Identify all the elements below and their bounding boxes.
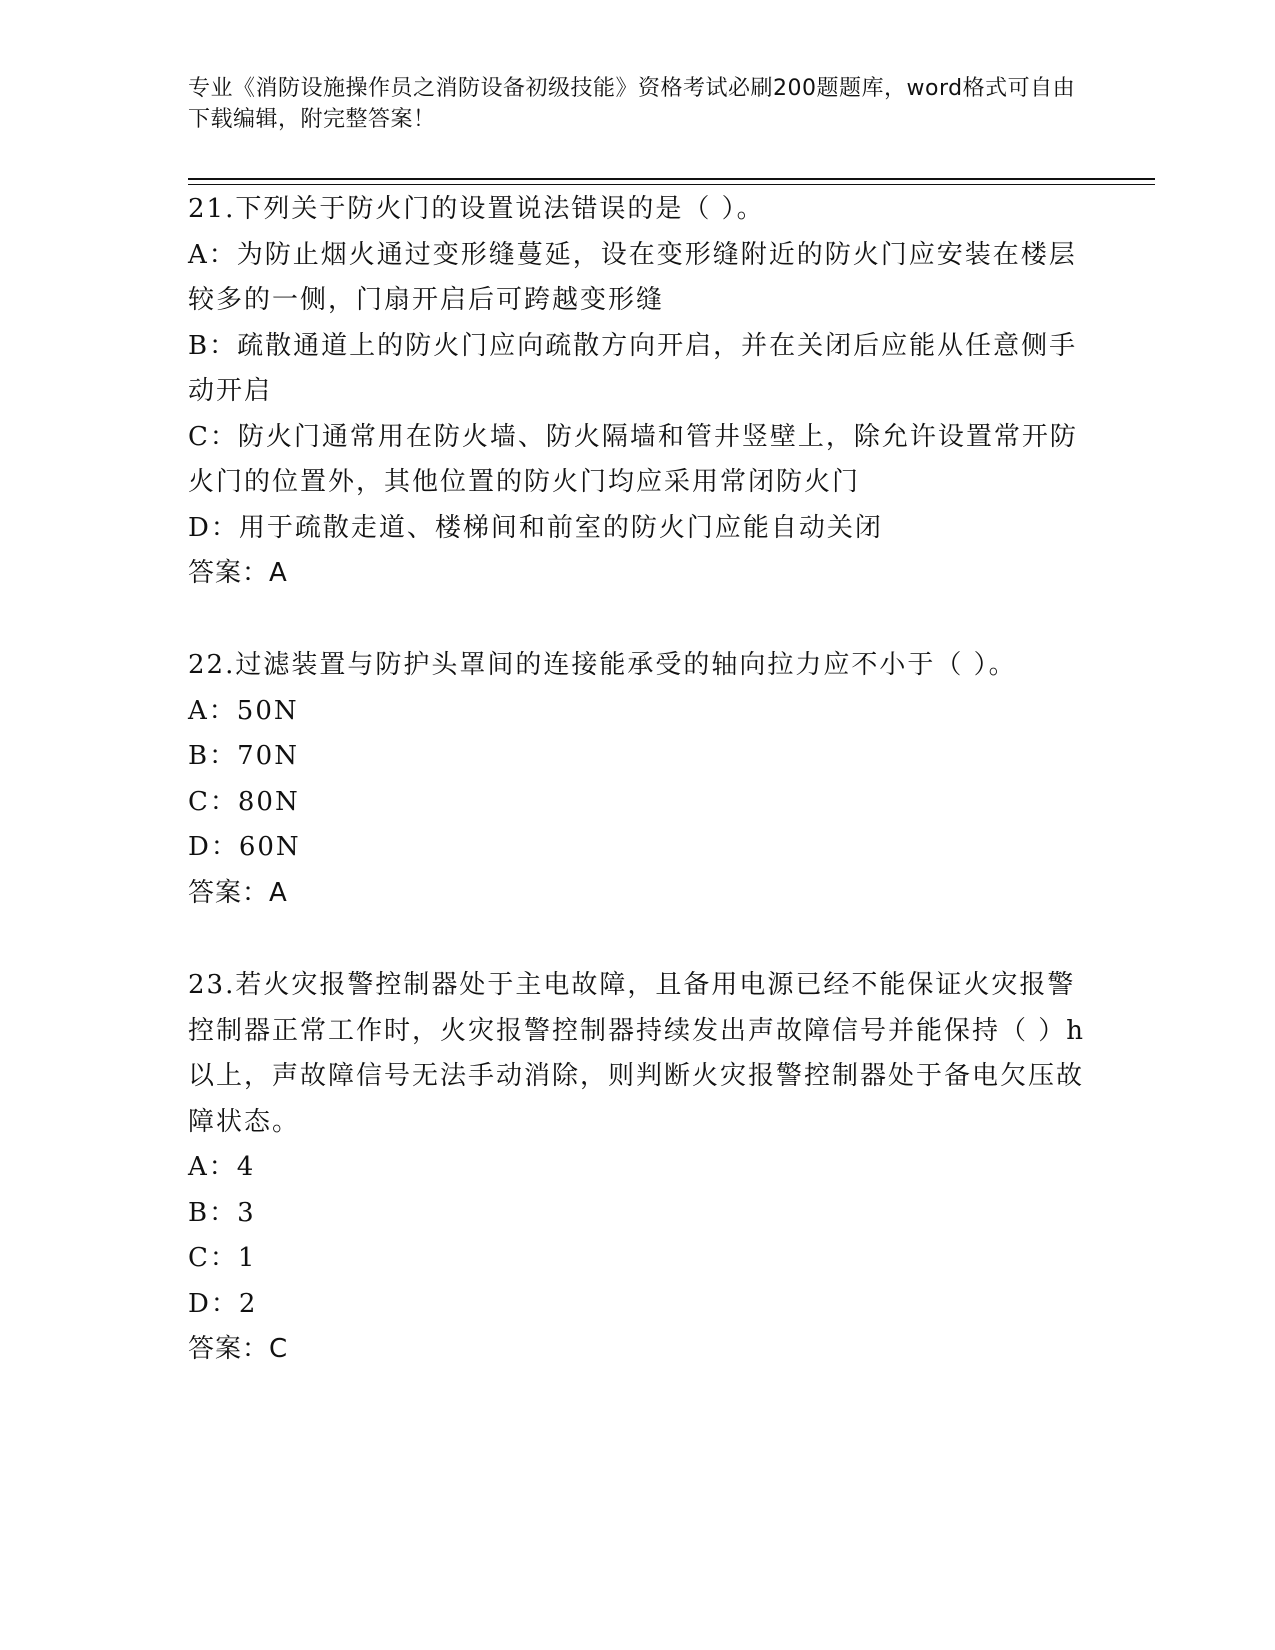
option-a: A：4 (188, 1152, 256, 1182)
option-a: A：为防止烟火通过变形缝蔓延，设在变形缝附近的防火门应安装在楼层较多的一侧，门扇开启后可跨越变形缝 (188, 239, 1077, 315)
header-divider-thin (188, 184, 1155, 185)
header-divider-thick (188, 178, 1155, 180)
question-23 (188, 963, 1088, 1373)
question-stem: 22.过滤装置与防护头罩间的连接能承受的轴向拉力应不小于（ ）。 (188, 650, 1017, 680)
question-stem: 21.下列关于防火门的设置说法错误的是（ ）。 (188, 194, 765, 224)
option-d: D：用于疏散走道、楼梯间和前室的防火门应能自动关闭 (188, 512, 883, 543)
option-d: D：60N (188, 832, 301, 862)
option-b: B：3 (188, 1197, 256, 1228)
option-b: B：70N (188, 741, 299, 771)
answer-line: 答案：C (188, 1334, 289, 1364)
document-header: 专业《消防设施操作员之消防设备初级技能》资格考试必刷200题题库，word格式可自由下载编辑，附完整答案！ (188, 76, 1076, 132)
option-c: C：80N (188, 786, 300, 817)
option-c: C：防火门通常用在防火墙、防火隔墙和管井竖壁上，除允许设置常开防火门的位置外，其他位置的防火门均应采用常闭防火门 (188, 421, 1078, 497)
option-b: B：疏散通道上的防火门应向疏散方向开启，并在关闭后应能从任意侧手动开启 (188, 330, 1078, 406)
option-d: D：2 (188, 1288, 258, 1319)
question-22 (188, 643, 1088, 916)
option-a: A：50N (188, 695, 299, 726)
question-21 (188, 187, 1088, 597)
question-stem: 23.若火灾报警控制器处于主电故障，且备用电源已经不能保证火灾报警控制器正常工作时，火灾报警控制器持续发出声故障信号并能保持（ ）h以上，声故障信号无法手动消除，则判断火灾报警控制器处于备电欠压故障状态。 (188, 970, 1086, 1137)
option-c: C：1 (188, 1243, 257, 1273)
answer-line: 答案：A (188, 877, 288, 908)
answer-line: 答案：A (188, 558, 288, 588)
